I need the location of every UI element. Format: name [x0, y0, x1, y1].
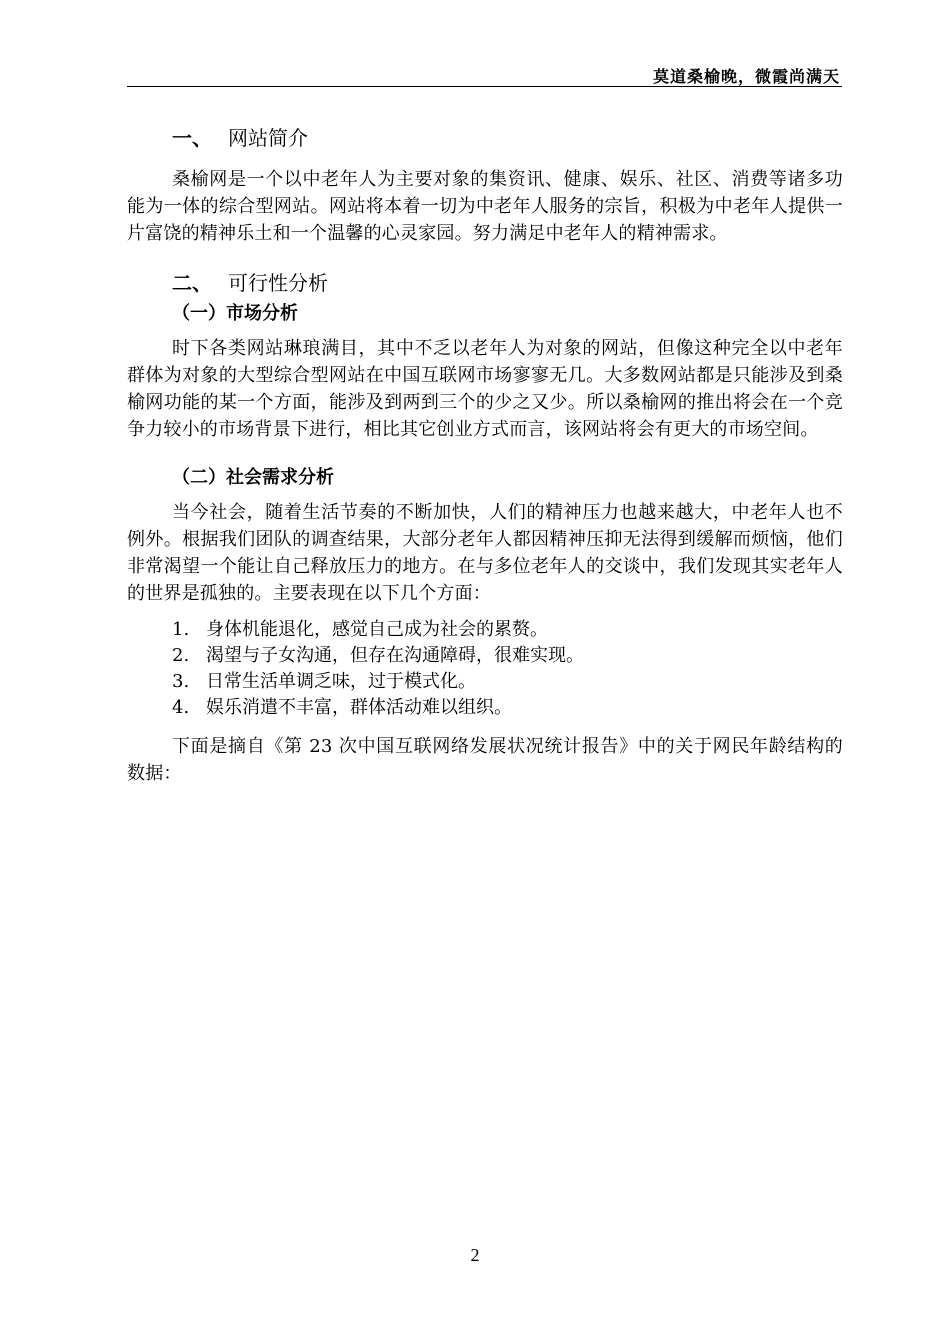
- header-rule: [127, 86, 842, 87]
- section-heading-feasibility: [127, 269, 843, 297]
- section-number: 一、: [172, 126, 212, 150]
- list-item: 2. 渴望与子女沟通，但存在沟通障碍，很难实现。: [172, 645, 584, 666]
- section-number: 二、: [172, 271, 212, 295]
- closing-paragraph: 下面是摘自《第 23 次中国互联网络发展状况统计报告》中的关于网民年龄结构的数据：: [127, 736, 843, 784]
- list-item: 4. 娱乐消遣不丰富，群体活动难以组织。: [172, 697, 512, 718]
- section-heading-intro: [127, 124, 843, 152]
- running-header: 莫道桑榆晚，微霞尚满天: [652, 67, 840, 86]
- page-number: 2: [470, 1245, 480, 1265]
- loneliness-list: [127, 617, 843, 721]
- section-title: 网站简介: [228, 126, 308, 150]
- subsection-heading-market: （一）市场分析: [172, 303, 298, 324]
- list-item: 1. 身体机能退化，感觉自己成为社会的累赘。: [172, 619, 548, 640]
- intro-paragraph: 桑榆网是一个以中老年人为主要对象的集资讯、健康、娱乐、社区、消费等诸多功能为一体的综合型网站。网站将本着一切为中老年人服务的宗旨，积极为中老年人提供一片富饶的精神乐土和一个温馨的心灵家园。努力满足中老年人的精神需求。: [127, 169, 843, 244]
- document-body: [127, 124, 843, 787]
- section-title: 可行性分析: [228, 271, 328, 295]
- social-paragraph: 当今社会，随着生活节奏的不断加快，人们的精神压力也越来越大，中老年人也不例外。根据我们团队的调查结果，大部分老年人都因精神压抑无法得到缓解而烦恼，他们非常渴望一个能让自己释放压力的地方。在与多位老年人的交谈中，我们发现其实老年人的世界是孤独的。主要表现在以下几个方面：: [127, 502, 843, 604]
- list-item: 3. 日常生活单调乏味，过于模式化。: [172, 671, 476, 692]
- market-paragraph: 时下各类网站琳琅满目，其中不乏以老年人为对象的网站，但像这种完全以中老年群体为对象的大型综合型网站在中国互联网市场寥寥无几。大多数网站都是只能涉及到桑榆网功能的某一个方面，能涉及到两到三个的少之又少。所以桑榆网的推出将会在一个竞争力较小的市场背景下进行，相比其它创业方式而言，该网站将会有更大的市场空间。: [127, 338, 843, 440]
- subsection-heading-social: （二）社会需求分析: [172, 467, 334, 488]
